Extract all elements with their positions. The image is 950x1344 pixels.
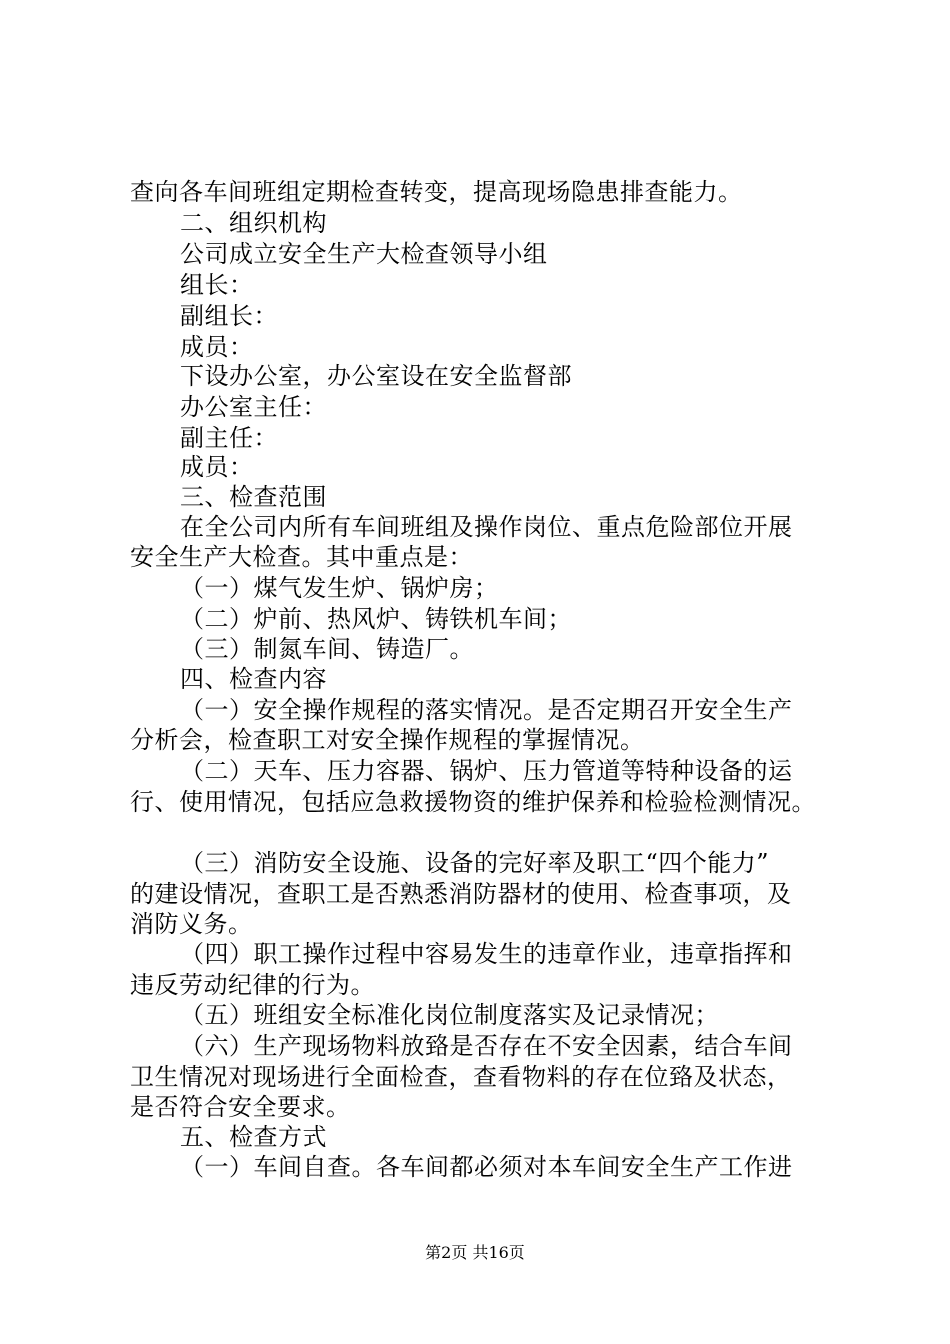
text-line: 违反劳动纪律的行为。: [130, 971, 375, 999]
text-line: （三）制氮车间、铸造厂。: [180, 635, 474, 663]
section-heading: 五、检查方式: [180, 1123, 327, 1151]
text-line: 下设办公室，办公室设在安全监督部: [180, 362, 572, 390]
text-line: 公司成立安全生产大检查领导小组: [180, 240, 548, 268]
text-line: 在全公司内所有车间班组及操作岗位、重点危险部位开展: [180, 513, 793, 541]
text-line: 查向各车间班组定期检查转变，提高现场隐患排查能力。: [130, 178, 743, 206]
text-line: 成员：: [180, 333, 254, 361]
text-line: （六）生产现场物料放臵是否存在不安全因素，结合车间: [180, 1032, 793, 1060]
text-line: 行、使用情况，包括应急救援物资的维护保养和检验检测情况。: [130, 788, 816, 816]
text-line: （三）消防安全设施、设备的完好率及职工“四个能力”: [180, 849, 770, 877]
text-line: 安全生产大检查。其中重点是：: [130, 543, 473, 571]
text-line: （五）班组安全标准化岗位制度落实及记录情况；: [180, 1001, 719, 1029]
text-line: （一）安全操作规程的落实情况。是否定期召开安全生产: [180, 696, 793, 724]
text-line: 分析会，检查职工对安全操作规程的掌握情况。: [130, 726, 645, 754]
text-line: （二）炉前、热风炉、铸铁机车间；: [180, 605, 572, 633]
section-heading: 三、检查范围: [180, 483, 327, 511]
text-line: （一）煤气发生炉、锅炉房；: [180, 574, 499, 602]
text-line: （一）车间自查。各车间都必须对本车间安全生产工作进: [180, 1153, 793, 1181]
text-line: （二）天车、压力容器、锅炉、压力管道等特种设备的运: [180, 757, 793, 785]
text-line: 卫生情况对现场进行全面检查，查看物料的存在位臵及状态，: [130, 1063, 792, 1091]
text-line: 消防义务。: [130, 910, 253, 938]
text-line: 办公室主任：: [180, 393, 327, 421]
text-line: 组长：: [180, 271, 254, 299]
page-footer: 第2页 共16页: [425, 1243, 525, 1262]
text-line: 副组长：: [180, 302, 278, 330]
text-line: 是否符合安全要求。: [130, 1093, 351, 1121]
section-heading: 二、组织机构: [180, 209, 327, 237]
text-line: （四）职工操作过程中容易发生的违章作业，违章指挥和: [180, 940, 793, 968]
text-line: 的建设情况，查职工是否熟悉消防器材的使用、检查事项，及: [130, 880, 792, 908]
text-line: 成员：: [180, 453, 254, 481]
section-heading: 四、检查内容: [180, 665, 327, 693]
text-line: 副主任：: [180, 424, 278, 452]
